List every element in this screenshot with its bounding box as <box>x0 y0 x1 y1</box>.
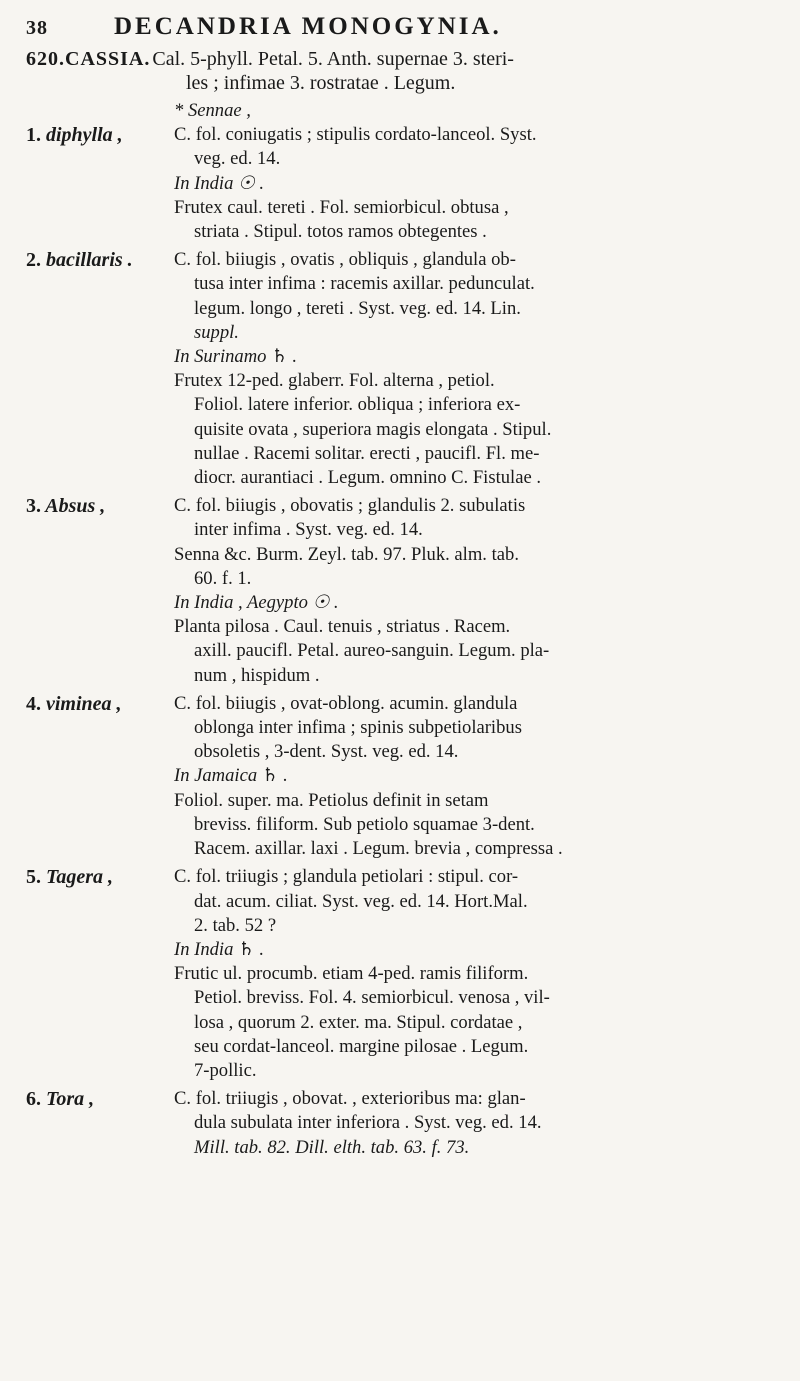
description-line: In Jamaica ♄ . <box>174 765 288 787</box>
species-entry <box>26 248 778 490</box>
genus-header <box>26 47 778 71</box>
description-line: In India ☉ . <box>174 172 264 194</box>
description-line: In Surinamo ♄ . <box>174 346 298 368</box>
description-line: obsoletis , 3-dent. Syst. veg. ed. 14. <box>194 741 459 763</box>
species-label <box>26 248 174 490</box>
species-entry <box>26 692 778 861</box>
species-name: diphylla , <box>41 124 123 146</box>
description-line: Foliol. super. ma. Petiolus definit in setam <box>174 789 489 811</box>
description-line: striata . Stipul. totos ramos obtegentes . <box>194 221 487 243</box>
species-label <box>26 692 174 861</box>
species-name: viminea , <box>41 692 122 715</box>
description-line: * Sennae , <box>174 100 251 121</box>
description-line: 2. tab. 52 ? <box>194 914 277 936</box>
description-line: suppl. <box>194 321 239 343</box>
species-entry <box>26 1087 778 1160</box>
description-line: In India , Aegypto ☉ . <box>174 592 339 614</box>
description-line: veg. ed. 14. <box>194 148 281 170</box>
genus-number: 620. <box>26 48 65 70</box>
genus-description-continued: les ; infimae 3. rostratae . Legum. <box>186 72 456 94</box>
page-number: 38 <box>26 17 48 39</box>
running-head <box>26 12 778 43</box>
description-line: In India ♄ . <box>174 938 264 960</box>
description-line: seu cordat-lanceol. margine pilosae . Legum. <box>194 1035 529 1057</box>
description-line: C. fol. triiugis , obovat. , exterioribus ma: glan- <box>174 1088 526 1110</box>
description-line: inter infima . Syst. veg. ed. 14. <box>194 519 423 541</box>
description-line: axill. paucifl. Petal. aureo-sanguin. Legum. pla- <box>194 640 550 662</box>
species-label <box>26 1087 174 1160</box>
description-line: tusa inter infima : racemis axillar. pedunculat. <box>194 273 535 295</box>
species-label <box>26 99 174 244</box>
description-line: losa , quorum 2. exter. ma. Stipul. cordatae , <box>194 1011 523 1033</box>
species-number: 5. <box>26 866 41 889</box>
description-line: oblonga inter infima ; spinis subpetiolaribus <box>194 717 522 739</box>
genus-name: CASSIA. <box>65 48 151 70</box>
species-description <box>174 494 778 688</box>
species-number: 1. <box>26 124 41 146</box>
description-line: C. fol. triiugis ; glandula petiolari : stipul. cor- <box>174 866 519 888</box>
description-line: Frutic ul. procumb. etiam 4-ped. ramis filiform. <box>174 963 529 985</box>
description-line: Mill. tab. 82. Dill. elth. tab. 63. f. 73. <box>194 1136 470 1158</box>
species-description <box>174 99 778 244</box>
description-line: Senna &c. Burm. Zeyl. tab. 97. Pluk. alm. tab. <box>174 543 519 565</box>
description-line: C. fol. biiugis , ovat-oblong. acumin. glandula <box>174 692 518 714</box>
species-description <box>174 1087 778 1160</box>
species-name: Absus , <box>41 495 106 518</box>
description-line: dula subulata inter inferiora . Syst. veg. ed. 14. <box>194 1112 542 1134</box>
description-line: Petiol. breviss. Fol. 4. semiorbicul. venosa , vil- <box>194 987 550 1009</box>
species-entry <box>26 99 778 244</box>
section-title: DECANDRIA MONOGYNIA. <box>114 13 502 40</box>
species-label <box>26 494 174 688</box>
description-line: nullae . Racemi solitar. erecti , paucifl. Fl. me- <box>194 442 540 464</box>
description-line: C. fol. biiugis , ovatis , obliquis , glandula ob- <box>174 249 516 271</box>
species-name: Tagera , <box>41 866 114 889</box>
species-name: bacillaris . <box>41 249 133 272</box>
description-line: Planta pilosa . Caul. tenuis , striatus . Racem. <box>174 616 511 638</box>
description-line: 60. f. 1. <box>194 567 252 589</box>
description-line: diocr. aurantiaci . Legum. omnino C. Fistulae . <box>194 467 542 489</box>
description-line: legum. longo , tereti . Syst. veg. ed. 14. Lin. <box>194 297 521 319</box>
species-number: 4. <box>26 692 41 715</box>
species-description <box>174 865 778 1083</box>
description-line: num , hispidum . <box>194 664 320 686</box>
species-entry <box>26 494 778 688</box>
genus-description: Cal. 5-phyll. Petal. 5. Anth. supernae 3. steri- <box>152 48 514 70</box>
description-line: breviss. filiform. Sub petiolo squamae 3-dent. <box>194 813 535 835</box>
species-description <box>174 248 778 490</box>
species-entry <box>26 865 778 1083</box>
description-line: Frutex caul. tereti . Fol. semiorbicul. obtusa , <box>174 196 509 218</box>
description-line: Frutex 12-ped. glaberr. Fol. alterna , petiol. <box>174 370 495 392</box>
description-line: dat. acum. ciliat. Syst. veg. ed. 14. Hort.Mal. <box>194 890 528 912</box>
description-line: C. fol. biiugis , obovatis ; glandulis 2. subulatis <box>174 495 526 517</box>
species-number: 6. <box>26 1088 41 1111</box>
species-label <box>26 865 174 1083</box>
species-description <box>174 692 778 861</box>
description-line: quisite ovata , superiora magis elongata . Stipul. <box>194 418 552 440</box>
description-line: Foliol. latere inferior. obliqua ; inferiora ex- <box>194 394 521 416</box>
species-list <box>26 99 778 1160</box>
description-line: C. fol. coniugatis ; stipulis cordato-lanceol. Syst. <box>174 124 537 146</box>
species-name: Tora , <box>41 1088 95 1111</box>
description-line: Racem. axillar. laxi . Legum. brevia , compressa . <box>194 838 563 860</box>
species-number: 3. <box>26 495 41 518</box>
description-line: 7-pollic. <box>194 1059 257 1081</box>
species-number: 2. <box>26 249 41 272</box>
